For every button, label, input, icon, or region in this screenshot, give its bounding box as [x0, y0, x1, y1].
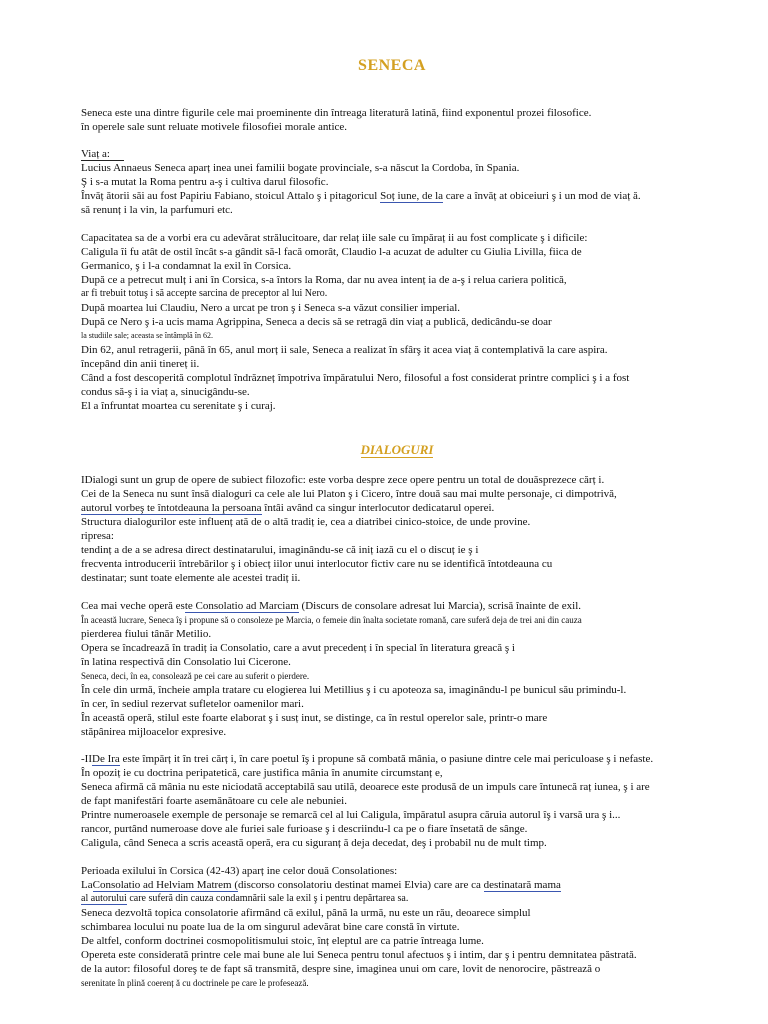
text-line: începând din anii tinereț ii. — [81, 358, 200, 370]
text-line: în operele sale sunt reluate motivele filosofiei morale antice. — [81, 121, 348, 133]
text-segment: este împărț it în trei cărț i, în care poetul îş i propune să combată mânia, o pasiune dintre cele mai periculoase ş i nefaste. — [119, 753, 654, 765]
text-line: În această lucrare, Seneca îş i propune să o consoleze pe Marcia, o femeie din înalta societate romană, care suferă deja de trei ani din cauza — [81, 615, 582, 625]
text-line: După ce a petrecut mulț i ani în Corsica, s-a întors la Roma, dar nu avea intenț ia de a-ş i relua cariera politică, — [81, 274, 567, 286]
text-line — [81, 501, 761, 515]
text-line: destinatar; sunt toate elemente ale acestei tradiț ii. — [81, 572, 301, 584]
text-segment: Cea mai veche operă es — [81, 600, 185, 612]
text-line: Seneca, deci, în ea, consolează pe cei care au suferit o pierdere. — [81, 671, 310, 681]
text-line: Structura dialogurilor este influenț ată de o altă tradiț ie, cea a diatribei cinico-stoice, de unde provine. — [81, 516, 531, 528]
viata-heading: Viaț a: — [81, 148, 124, 161]
text-segment: Învăț ătorii săi au fost Papiriu Fabiano, stoicul Attalo ş i pitagoricul — [81, 190, 381, 202]
text-segment: întâi având ca singur interlocutor dedicatarul operei. — [261, 502, 495, 514]
text-line — [81, 599, 761, 613]
text-line: El a înfruntat moartea cu serenitate ş i curaj. — [81, 400, 276, 412]
intro-paragraph — [81, 106, 761, 134]
text-line: rancor, purtând numeroase dove ale furiei sale furioase ş i descriindu-l ca pe o fiare însetată de sânge. — [81, 823, 528, 835]
section-label — [81, 147, 761, 161]
text-line: Seneca este una dintre figurile cele mai proeminente din întreaga literatură latină, fiind exponentul prozei filosofice. — [81, 107, 592, 119]
text-line: Opera se încadrează în tradiț ia Consolatio, care a avut precedenț i în special în literatura greacă ş i — [81, 642, 515, 654]
text-line: la studiile sale; aceasta se întâmplă în 62. — [81, 331, 213, 340]
text-line: în latina respectivă din Consolatio lui Cicerone. — [81, 656, 291, 668]
text-segment: discorso consolatoriu destinat mamei Elvia) care are ca — [238, 879, 484, 891]
text-line: ar fi trebuit totuş i să accepte sarcina de preceptor al lui Nero. — [81, 288, 328, 299]
text-line: Capacitatea sa de a vorbi era cu adevărat strălucitoare, dar relaț iile sale cu împăraț ii au fost complicate ş i dificile: — [81, 232, 588, 244]
marcia-paragraph — [81, 599, 761, 739]
text-segment: care suferă din cauza condamnării sale la exil ş i pentru depărtarea sa. — [126, 893, 409, 904]
text-line: În opoziț ie cu doctrina peripatetică, care justifica mânia în anumite circumstanț e, — [81, 767, 443, 779]
text-line: De altfel, conform doctrinei cosmopolitismului stoic, înț eleptul are ca patrie întreaga lume. — [81, 935, 484, 947]
underlined-segment: te Consolatio ad Marciam — [184, 600, 299, 612]
text-line: de fapt manifestări foarte asemănătoare cu cele ale nebuniei. — [81, 795, 347, 807]
text-line: Caligula, când Seneca a scris această operă, era cu siguranț ă deja decedat, deş i probabil nu de mult timp. — [81, 837, 547, 849]
text-segment: care a învăț at obiceiuri ş i un mod de viaț ă. — [443, 190, 641, 202]
text-line: Lucius Annaeus Seneca aparț inea unei familii bogate provinciale, s-a născut la Cordoba, în Spania. — [81, 162, 520, 174]
dialogi-paragraph — [81, 473, 761, 585]
underlined-segment: Soț iune, de la — [380, 190, 444, 202]
text-line — [81, 878, 761, 892]
dialoguri-heading — [0, 441, 768, 459]
text-line — [81, 189, 761, 203]
document-title: SENECA — [358, 57, 426, 74]
text-line: Opereta este considerată printre cele mai bune ale lui Seneca pentru tonul afectuos ş i intim, dar ş i pentru demnitatea păstrată. — [81, 949, 637, 961]
text-segment: -II — [81, 753, 92, 765]
text-line: Din 62, anul retragerii, până în 65, anul morț ii sale, Seneca a realizat în sfârş it acea viaț ă contemplativă la care aspira. — [81, 344, 608, 356]
text-line: Seneca dezvoltă topica consolatorie afirmând că exilul, până la urmă, nu este un rău, deoarece simplul — [81, 907, 531, 919]
underlined-segment: al autorului — [81, 893, 127, 904]
underlined-segment: destinatară mama — [483, 879, 561, 891]
text-line: schimbarea locului nu poate lua de la om singurul adevărat bine care constă în virtute. — [81, 921, 460, 933]
exil-paragraph — [81, 864, 761, 990]
text-line: După ce Nero ş i-a ucis mama Agrippina, Seneca a decis să se retragă din viaț a publică, dedicându-se doar — [81, 316, 552, 328]
text-line: tendinț a de a se adresa direct destinatarului, imaginându-se că iniț iază cu el o discuț ie ş i — [81, 544, 479, 556]
text-line: frecventa introducerii întrebărilor ş i obiecț iilor unui interlocutor fictiv care nu se identifică întotdeauna cu — [81, 558, 553, 570]
text-line: stăpânirea mijloacelor expresive. — [81, 726, 227, 738]
dialoguri-heading-text: DIALOGURI — [360, 442, 434, 457]
text-line: Când a fost descoperită complotul îndrăzneț împotriva împăratului Nero, filosoful a fost considerat printre complici ş i a fost — [81, 372, 630, 384]
viata-section — [81, 147, 761, 217]
text-line: condus să-ş i ia viaț a, sinucigându-se. — [81, 386, 250, 398]
text-line: de la autor: filosoful doreş te de fapt să transmită, despre sine, imaginea unui om care, lovit de nenorocire, păstrează o — [81, 963, 601, 975]
text-line: ripresa: — [81, 530, 114, 542]
text-line: În cele din urmă, încheie ampla tratare cu elogierea lui Metillius ş i cu apoteoza sa, imaginându-l pe bunicul său primindu-l. — [81, 684, 627, 696]
capacitate-paragraph — [81, 231, 761, 413]
text-line: să renunț i la vin, la parfumuri etc. — [81, 204, 233, 216]
text-line — [81, 892, 761, 906]
text-segment: La — [81, 879, 93, 891]
text-line: Printre numeroasele exemple de personaje se remarcă cel al lui Caligula, împăratul asupra căruia autorul îş i varsă ura ş i... — [81, 809, 621, 821]
text-line: Caligula îi fu atât de ostil încât s-a gândit să-l facă omorât, Claudio l-a acuzat de adulter cu Giulia Livilla, fiica de — [81, 246, 582, 258]
text-line — [81, 752, 761, 766]
text-line: În această operă, stilul este foarte elaborat ş i susț inut, se distinge, ca în restul operelor sale, printr-o mare — [81, 712, 548, 724]
text-line: După moartea lui Claudiu, Nero a urcat pe tron ş i Seneca s-a văzut consilier imperial. — [81, 302, 461, 314]
underlined-segment: De Ira — [92, 753, 120, 765]
text-line: Cei de la Seneca nu sunt însă dialoguri ca cele ale lui Platon ş i Cicero, între două sau mai multe personaje, ci dimpotrivă, — [81, 488, 617, 500]
text-line: Seneca afirmă că mânia nu este niciodată acceptabilă sau utilă, deoarece este produsă de un impuls care întunecă raț iunea, ş i are — [81, 781, 650, 793]
text-line: serenitate în plină coerenț ă cu doctrinele pe care le profesează. — [81, 978, 309, 988]
text-segment: (Discurs de consolare adresat lui Marcia), scrisă înainte de exil. — [298, 600, 582, 612]
text-line: Perioada exilului în Corsica (42-43) aparț ine celor două Consolationes: — [81, 865, 398, 877]
underlined-segment: Consolatio ad Helviam Matrem ( — [92, 879, 239, 891]
text-line: Germanico, ş i l-a condamnat la exil în Corsica. — [81, 260, 292, 272]
de-ira-paragraph — [81, 752, 761, 850]
text-line: în cer, în sediul rezervat sufletelor oamenilor mari. — [81, 698, 304, 710]
text-line: Ş i s-a mutat la Roma pentru a-ş i cultiva darul filosofic. — [81, 176, 329, 188]
underlined-segment: autorul vorbeş te întotdeauna la persoana — [81, 502, 262, 514]
text-line: IDialogi sunt un grup de opere de subiect filozofic: este vorba despre zece opere pentru un total de douăsprezece cărț i. — [81, 474, 605, 486]
text-line: pierderea fiului tânăr Metilio. — [81, 628, 212, 640]
